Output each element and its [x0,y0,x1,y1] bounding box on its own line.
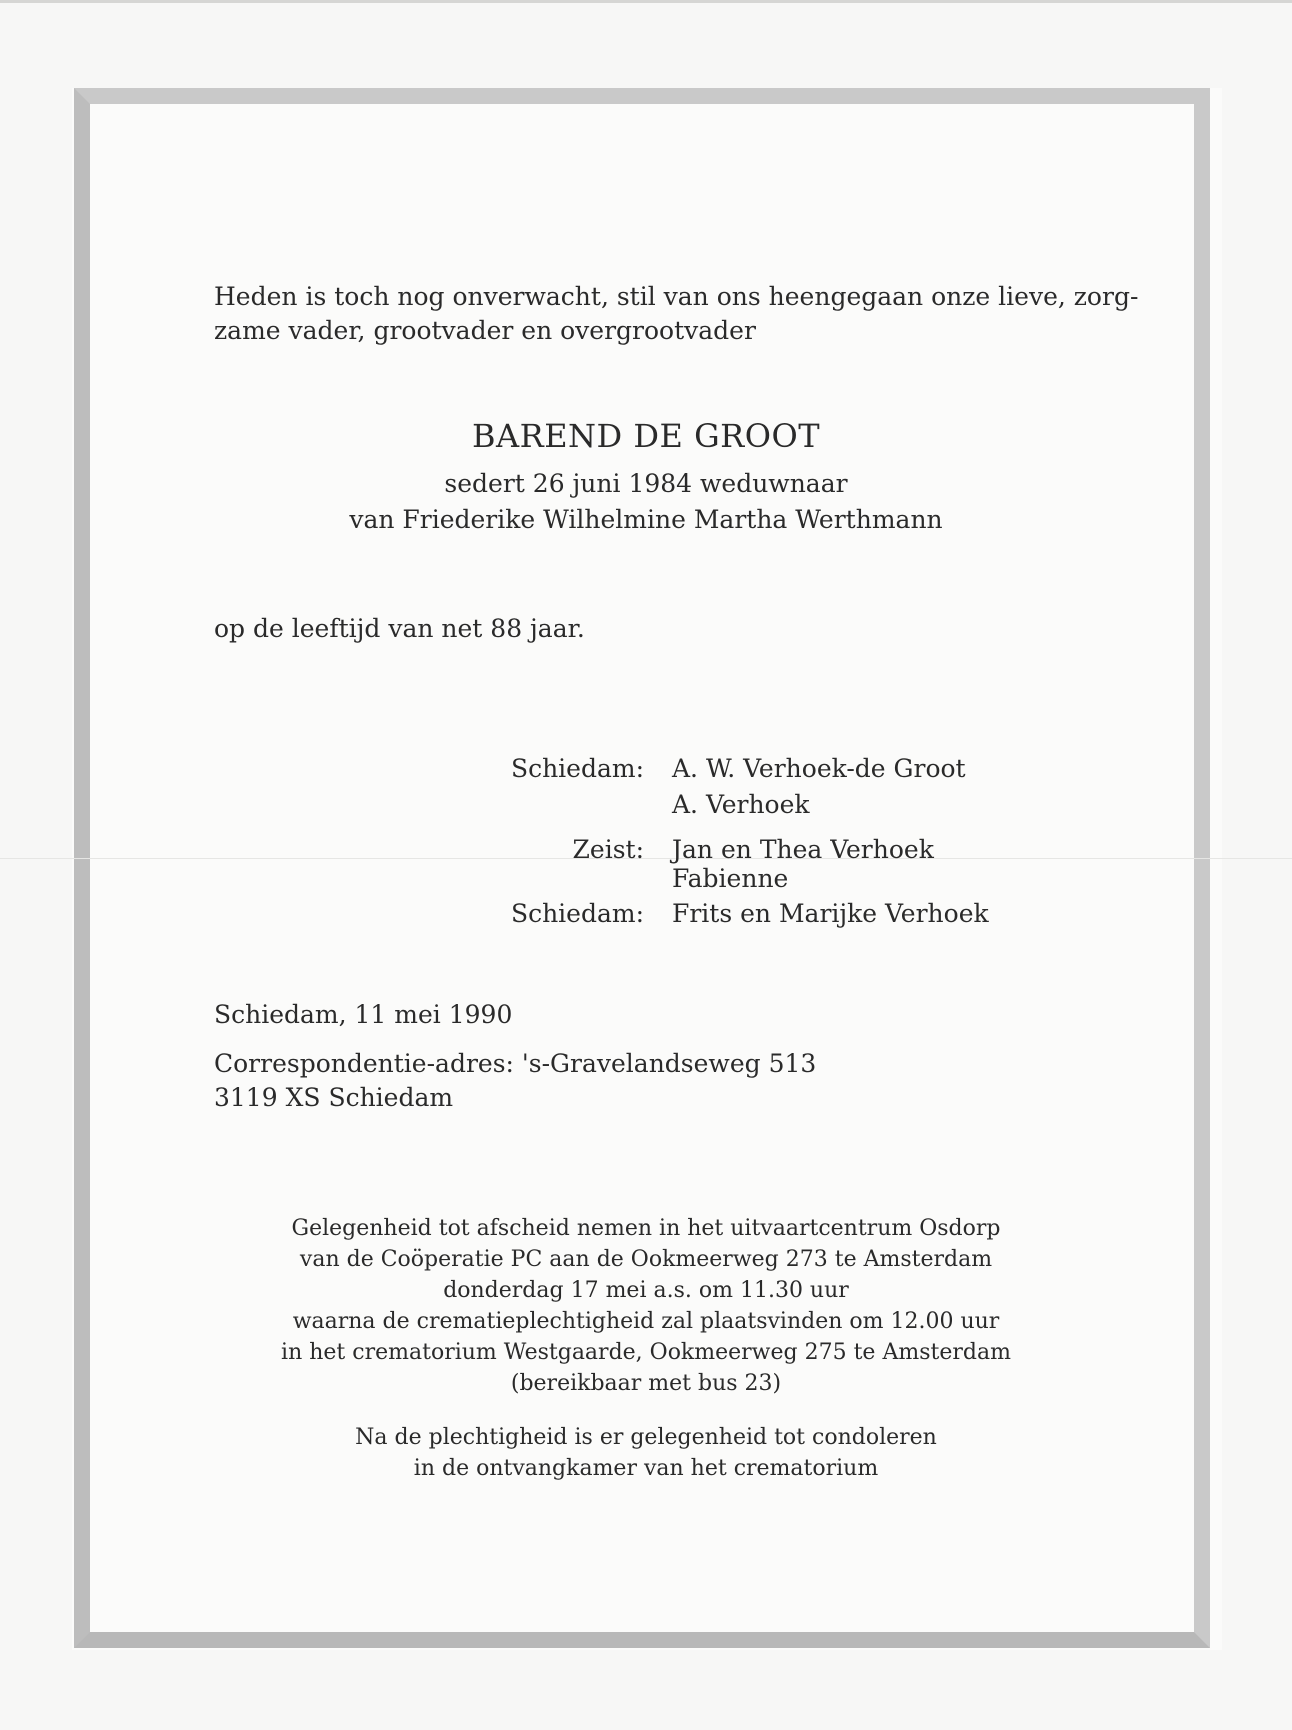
paper-fold-line [0,858,1292,859]
ceremony-line-4: waarna de crematieplechtigheid zal plaatsvinden om 12.00 uur [292,1309,1000,1334]
paper-top-edge [0,0,1292,3]
condolence-line-2: in de ontvangkamer van het crematorium [413,1456,879,1481]
spouse-line: van Friederike Wilhelmine Martha Werthmann [349,505,943,534]
condolence-line-1: Na de plechtigheid is er gelegenheid tot condoleren [355,1425,937,1450]
age-line: op de leeftijd van net 88 jaar. [214,614,585,643]
place-date-line: Schiedam, 11 mei 1990 [214,1000,513,1029]
ceremony-line-2: van de Coöperatie PC aan de Ookmeerweg 273 te Amsterdam [299,1247,993,1272]
family-name-3a: Frits en Marijke Verhoek [672,899,989,928]
family-place-1: Schiedam: [510,754,644,783]
ceremony-line-6: (bereikbaar met bus 23) [510,1371,782,1396]
family-name-1a: A. W. Verhoek-de Groot [672,754,966,783]
family-place-3: Schiedam: [510,899,644,928]
family-place-2: Zeist: [572,835,644,864]
intro-text [214,280,1138,348]
ceremony-line-1: Gelegenheid tot afscheid nemen in het uitvaartcentrum Osdorp [291,1216,1001,1241]
intro-line-1: Heden is toch nog onverwacht, stil van ons heengegaan onze lieve, zorg- [214,282,1139,311]
widower-line: sedert 26 juni 1984 weduwnaar [444,469,848,498]
deceased-name: BAREND DE GROOT [471,417,821,455]
family-name-2a: Jan en Thea Verhoek [672,835,934,864]
family-name-1b: A. Verhoek [672,790,810,819]
correspondence-address: Correspondentie-adres: 's-Gravelandseweg 513 [214,1049,817,1078]
postal-code-city: 3119 XS Schiedam [214,1083,454,1112]
family-name-2b: Fabienne [672,864,789,893]
ceremony-line-3: donderdag 17 mei a.s. om 11.30 uur [443,1278,849,1303]
ceremony-line-5: in het crematorium Westgaarde, Ookmeerweg 275 te Amsterdam [281,1340,1011,1365]
intro-line-2: zame vader, grootvader en overgrootvader [214,316,756,345]
